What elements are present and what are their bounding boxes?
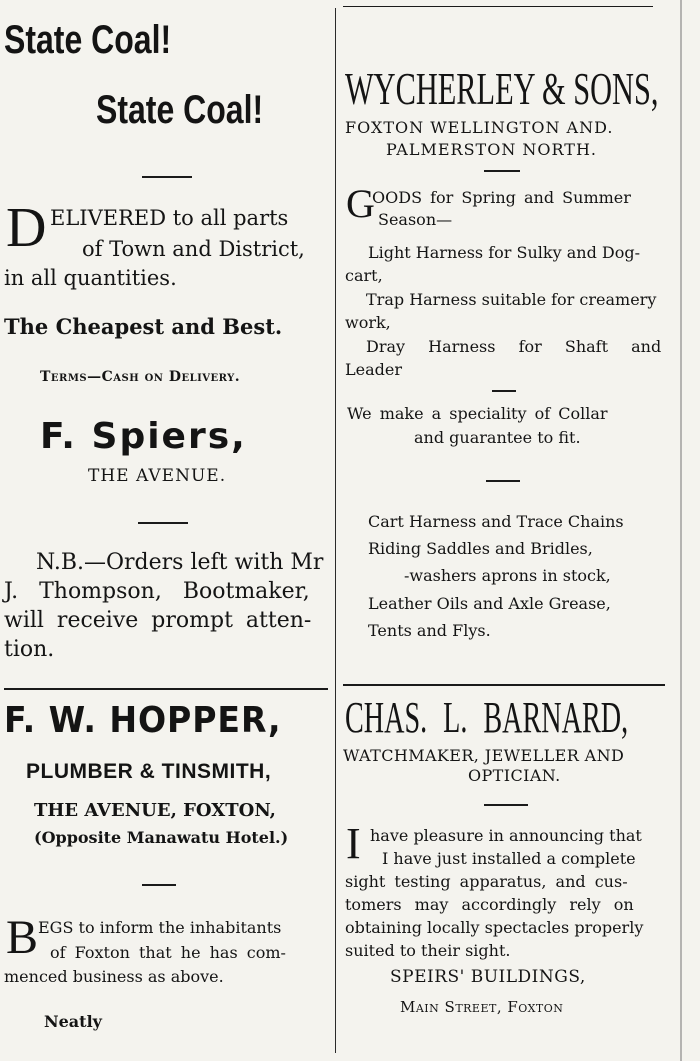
item-line: cart,	[345, 266, 383, 285]
business-name: CHAS. L. BARNARD,	[345, 693, 629, 742]
short-rule	[484, 170, 520, 172]
terms-line: Terms—Cash on Delivery.	[40, 369, 241, 385]
drop-cap: B	[6, 911, 39, 964]
short-rule	[486, 480, 520, 482]
speciality-line: and guarantee to fit.	[414, 428, 581, 447]
body-line: I have just installed a complete	[382, 849, 636, 868]
item-line: Leader	[345, 360, 402, 379]
section-divider-left	[4, 688, 328, 690]
item-line: work,	[345, 313, 391, 332]
opposite-line: (Opposite Manawatu Hotel.)	[34, 828, 289, 847]
body-line: menced business as above.	[4, 967, 224, 986]
page-edge-rule	[680, 0, 682, 1061]
stock-line: Tents and Flys.	[368, 621, 491, 640]
short-rule	[138, 522, 188, 524]
merchant-address: THE AVENUE.	[88, 466, 227, 486]
business-name: WYCHERLEY & SONS,	[345, 63, 659, 114]
merchant-name: F. Spiers,	[40, 416, 247, 457]
nb-line: N.B.—Orders left with Mr	[36, 550, 324, 575]
section-divider-right	[343, 684, 665, 686]
headline-1: State Coal!	[4, 18, 172, 62]
trade-line: OPTICIAN.	[468, 766, 561, 785]
stock-line: -washers aprons in stock,	[404, 566, 611, 585]
trade-line: WATCHMAKER, JEWELLER AND	[343, 746, 625, 765]
body-line: tomers may accordingly rely on	[345, 895, 634, 914]
short-rule	[492, 390, 516, 392]
body-line: ELIVERED to all parts	[50, 206, 289, 230]
body-line: of Town and District,	[82, 237, 305, 261]
trade-line: PLUMBER & TINSMITH,	[26, 760, 272, 783]
address-line: Main Street, Foxton	[400, 998, 564, 1016]
short-rule	[142, 176, 192, 178]
business-name: F. W. HOPPER,	[4, 700, 282, 741]
body-line: suited to their sight.	[345, 941, 511, 960]
nb-line: J. Thompson, Bootmaker,	[4, 579, 310, 604]
short-rule	[142, 884, 176, 886]
address-line: SPEIRS' BUILDINGS,	[390, 967, 586, 987]
body-line: EGS to inform the inhabitants	[38, 918, 282, 937]
towns-line: PALMERSTON NORTH.	[386, 140, 598, 159]
stock-line: Leather Oils and Axle Grease,	[368, 594, 611, 613]
towns-line: FOXTON WELLINGTON AND.	[345, 118, 614, 137]
column-divider	[335, 8, 336, 1053]
nb-line: tion.	[4, 637, 55, 662]
drop-cap: D	[6, 197, 47, 259]
short-rule	[484, 804, 528, 806]
item-line: Light Harness for Sulky and Dog-	[368, 243, 640, 262]
address-line: THE AVENUE, FOXTON,	[34, 800, 276, 821]
drop-cap: I	[346, 819, 361, 868]
body-line: in all quantities.	[4, 266, 177, 290]
nb-line: will receive prompt atten-	[4, 608, 312, 633]
drop-cap: G	[346, 181, 375, 226]
body-line: obtaining locally spectacles properly	[345, 918, 644, 937]
headline-2: State Coal!	[96, 88, 264, 132]
footer-line: Neatly	[44, 1012, 102, 1031]
speciality-line: We make a speciality of Collar	[347, 404, 608, 423]
stock-line: Riding Saddles and Bridles,	[368, 539, 593, 558]
body-line: have pleasure in announcing that	[370, 826, 642, 845]
item-line: Dray Harness for Shaft and	[366, 337, 662, 356]
tagline: The Cheapest and Best.	[4, 314, 283, 339]
top-rule-right	[343, 6, 653, 7]
body-line: OODS for Spring and Summer	[372, 188, 631, 207]
stock-line: Cart Harness and Trace Chains	[368, 512, 624, 531]
body-line: Season—	[378, 210, 453, 229]
body-line: of Foxton that he has com-	[50, 943, 286, 962]
item-line: Trap Harness suitable for creamery	[366, 290, 657, 309]
body-line: sight testing apparatus, and cus-	[345, 872, 628, 891]
